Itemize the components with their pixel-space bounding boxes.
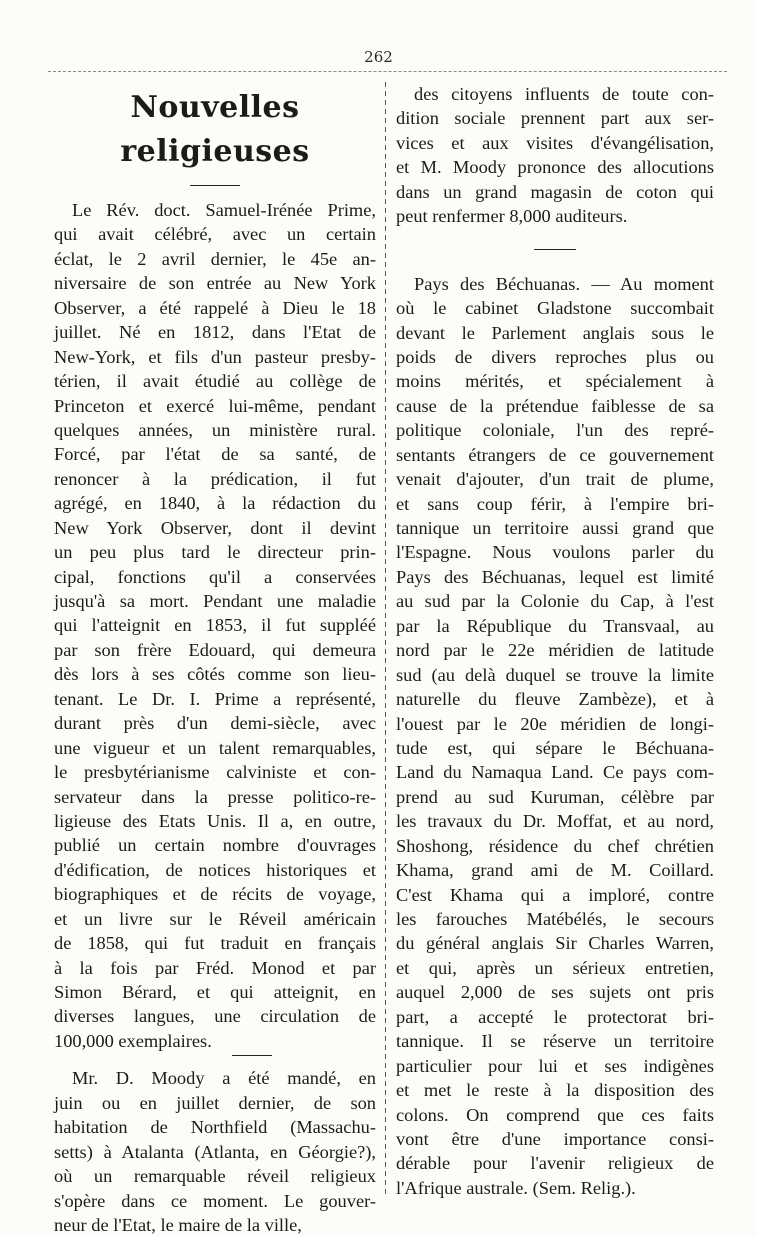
text-line: peut renfermer 8,000 auditeurs. bbox=[396, 206, 628, 227]
text-line: neur de l'Etat, le maire de la ville, bbox=[54, 1214, 302, 1235]
text-line: du général anglais Sir Charles Warren, bbox=[396, 933, 714, 954]
text-line: habitation de Northfield (Massachu- bbox=[54, 1117, 376, 1138]
text-line: où le cabinet Gladstone succombait bbox=[396, 298, 714, 319]
text-line: à la fois par Fréd. Monod et par bbox=[54, 957, 376, 978]
text-line: térien, il avait étudié au collège de bbox=[54, 371, 376, 392]
text-line: le presbytérianisme calviniste et con- bbox=[54, 762, 376, 783]
text-line: dition sociale prennent part aux ser- bbox=[396, 108, 714, 129]
text-line: dans un grand magasin de coton qui bbox=[396, 181, 714, 202]
text-line: part, a accepté le protectorat bri- bbox=[396, 1006, 714, 1027]
text-line: juin ou en juillet dernier, de son bbox=[54, 1092, 376, 1113]
text-line: niversaire de son entrée au New York bbox=[54, 273, 376, 294]
text-line: biographiques et de récits de voyage, bbox=[54, 884, 376, 905]
text-line: renoncer à la prédication, il fut bbox=[54, 468, 376, 489]
text-line: un peu plus tard le directeur prin- bbox=[54, 542, 376, 563]
text-line: colons. On comprend que ces faits bbox=[396, 1104, 714, 1125]
article-separator bbox=[534, 249, 576, 250]
text-line: devant le Parlement anglais sous le bbox=[396, 322, 714, 343]
text-line: tannique. Il se réserve un territoire bbox=[396, 1031, 714, 1052]
text-line: par son frère Edouard, qui demeura bbox=[54, 639, 376, 660]
text-line: Pays des Béchuanas, lequel est limité bbox=[396, 566, 714, 587]
article-moody-continued bbox=[396, 82, 714, 229]
text-line: venait d'ajouter, d'un trait de plume, bbox=[396, 469, 714, 490]
text-line: et sans coup férir, à l'empire bri- bbox=[396, 493, 714, 514]
text-line: d'édification, de notices historiques et bbox=[54, 859, 376, 880]
text-line: qui l'atteignit en 1853, il fut suppléé bbox=[54, 615, 376, 636]
text-line: et met le reste à la disposition des bbox=[396, 1080, 714, 1101]
text-line: auquel 2,000 de ses sujets ont pris bbox=[396, 982, 714, 1003]
text-line: l'Afrique australe. (Sem. Relig.). bbox=[396, 1177, 636, 1198]
text-line: naturelle du fleuve Zambèze), et à bbox=[396, 689, 714, 710]
section-title: Nouvelles religieuses bbox=[120, 90, 310, 169]
text-line: Khama, grand ami de M. Coillard. bbox=[396, 860, 714, 881]
text-line: nord par le 22e méridien de latitude bbox=[396, 640, 714, 661]
text-line: cipal, fonctions qu'il a conservées bbox=[54, 566, 376, 587]
text-line: les travaux du Dr. Moffat, et au nord, bbox=[396, 811, 714, 832]
text-line: éclat, le 2 avril dernier, le 45e an- bbox=[54, 248, 376, 269]
text-line: tannique un territoire aussi grand que bbox=[396, 518, 714, 538]
text-line: sud (au delà duquel se trouve la limite bbox=[396, 664, 714, 685]
text-line: au sud par la Colonie du Cap, à l'est bbox=[396, 591, 714, 612]
text-line: et un livre sur le Réveil américain bbox=[54, 908, 376, 929]
text-line: 100,000 exemplaires. bbox=[54, 1030, 212, 1051]
text-line: qui avait célébré, avec un certain bbox=[54, 224, 376, 245]
text-line: et M. Moody prononce des allocutions bbox=[396, 157, 714, 178]
text-line: C'est Khama qui a imploré, contre bbox=[396, 884, 714, 905]
text-line: des citoyens influents de toute con- bbox=[414, 84, 714, 104]
text-line: prend au sud Kuruman, célèbre par bbox=[396, 786, 714, 807]
text-line: s'opère dans ce moment. Le gouver- bbox=[54, 1190, 376, 1211]
text-line: l'ouest par le 20e méridien de longi- bbox=[396, 713, 714, 734]
right-column bbox=[396, 82, 714, 1200]
article-separator bbox=[232, 1055, 272, 1056]
text-line: particulier pour lui et ses indigènes bbox=[396, 1055, 714, 1076]
text-line: servateur dans la presse politico-re- bbox=[54, 786, 376, 807]
text-line: jusqu'à sa mort. Pendant une maladie bbox=[54, 591, 376, 611]
text-line: vont être d'une importance consi- bbox=[396, 1128, 714, 1149]
text-line: l'Espagne. Nous voulons parler du bbox=[396, 542, 714, 563]
text-line: Le Rév. doct. Samuel-Irénée Prime, bbox=[72, 200, 376, 220]
text-line: New-York, et fils d'un pasteur presby- bbox=[54, 346, 376, 367]
text-line: où un remarquable réveil religieux bbox=[54, 1166, 376, 1187]
text-line: tenant. Le Dr. I. Prime a représenté, bbox=[54, 688, 376, 709]
text-line: New York Observer, dont il devint bbox=[54, 517, 376, 538]
text-line: publié un certain nombre d'ouvrages bbox=[54, 835, 376, 856]
text-line: juillet. Né en 1812, dans l'Etat de bbox=[54, 322, 376, 343]
article-bechuanas bbox=[396, 272, 714, 1201]
text-line: poids de divers reproches plus ou bbox=[396, 346, 714, 367]
text-line: Observer, a été rappelé à Dieu le 18 bbox=[54, 297, 376, 318]
text-line: dès lors à ses côtés comme son lieu- bbox=[54, 664, 376, 685]
text-line: durant près d'un demi-siècle, avec bbox=[54, 713, 376, 734]
text-line: de 1858, qui fut traduit en français bbox=[54, 933, 376, 954]
text-line: par la République du Transvaal, au bbox=[396, 615, 714, 636]
text-line: une vigueur et un talent remarquables, bbox=[54, 737, 376, 758]
text-line: Forcé, par l'état de sa santé, de bbox=[54, 444, 376, 465]
text-line: Simon Bérard, et qui atteignit, en bbox=[54, 982, 376, 1002]
text-line: agrégé, en 1840, à la rédaction du bbox=[54, 493, 376, 514]
text-line: Princeton et exercé lui-même, pendant bbox=[54, 395, 376, 416]
text-line: moins mérités, et spécialement à bbox=[396, 371, 714, 392]
text-line: Land du Namaqua Land. Ce pays com- bbox=[396, 762, 714, 783]
text-line: quelques années, un ministère rural. bbox=[54, 419, 376, 440]
column-divider bbox=[385, 82, 386, 1197]
header-rule bbox=[48, 71, 727, 72]
text-line: diverses langues, une circulation de bbox=[54, 1006, 376, 1027]
article-prime bbox=[54, 198, 376, 1053]
text-line: Mr. D. Moody a été mandé, en bbox=[72, 1068, 376, 1089]
text-line: tude est, qui sépare le Béchuana- bbox=[396, 737, 714, 758]
text-line: sentants étrangers de ce gouvernement bbox=[396, 444, 714, 465]
text-line: politique coloniale, l'un des repré- bbox=[396, 420, 714, 441]
text-line: dérable pour l'avenir religieux de bbox=[396, 1153, 714, 1174]
article-moody bbox=[54, 1066, 376, 1237]
title-separator bbox=[190, 185, 240, 186]
text-line: vices et aux visites d'évangélisation, bbox=[396, 132, 714, 153]
text-line: et qui, après un sérieux entretien, bbox=[396, 957, 714, 978]
text-line: setts) à Atalanta (Atlanta, en Géorgie?), bbox=[54, 1141, 376, 1162]
text-line: Shoshong, résidence du chef chrétien bbox=[396, 835, 714, 856]
text-line: Pays des Béchuanas. — Au moment bbox=[414, 273, 714, 294]
text-line: cause de la prétendue faiblesse de sa bbox=[396, 395, 714, 416]
text-line: les farouches Matébélés, le secours bbox=[396, 909, 714, 929]
page-number: 262 bbox=[364, 48, 393, 66]
text-line: ligieuse des Etats Unis. Il a, en outre, bbox=[54, 810, 376, 831]
left-column bbox=[54, 82, 376, 1237]
